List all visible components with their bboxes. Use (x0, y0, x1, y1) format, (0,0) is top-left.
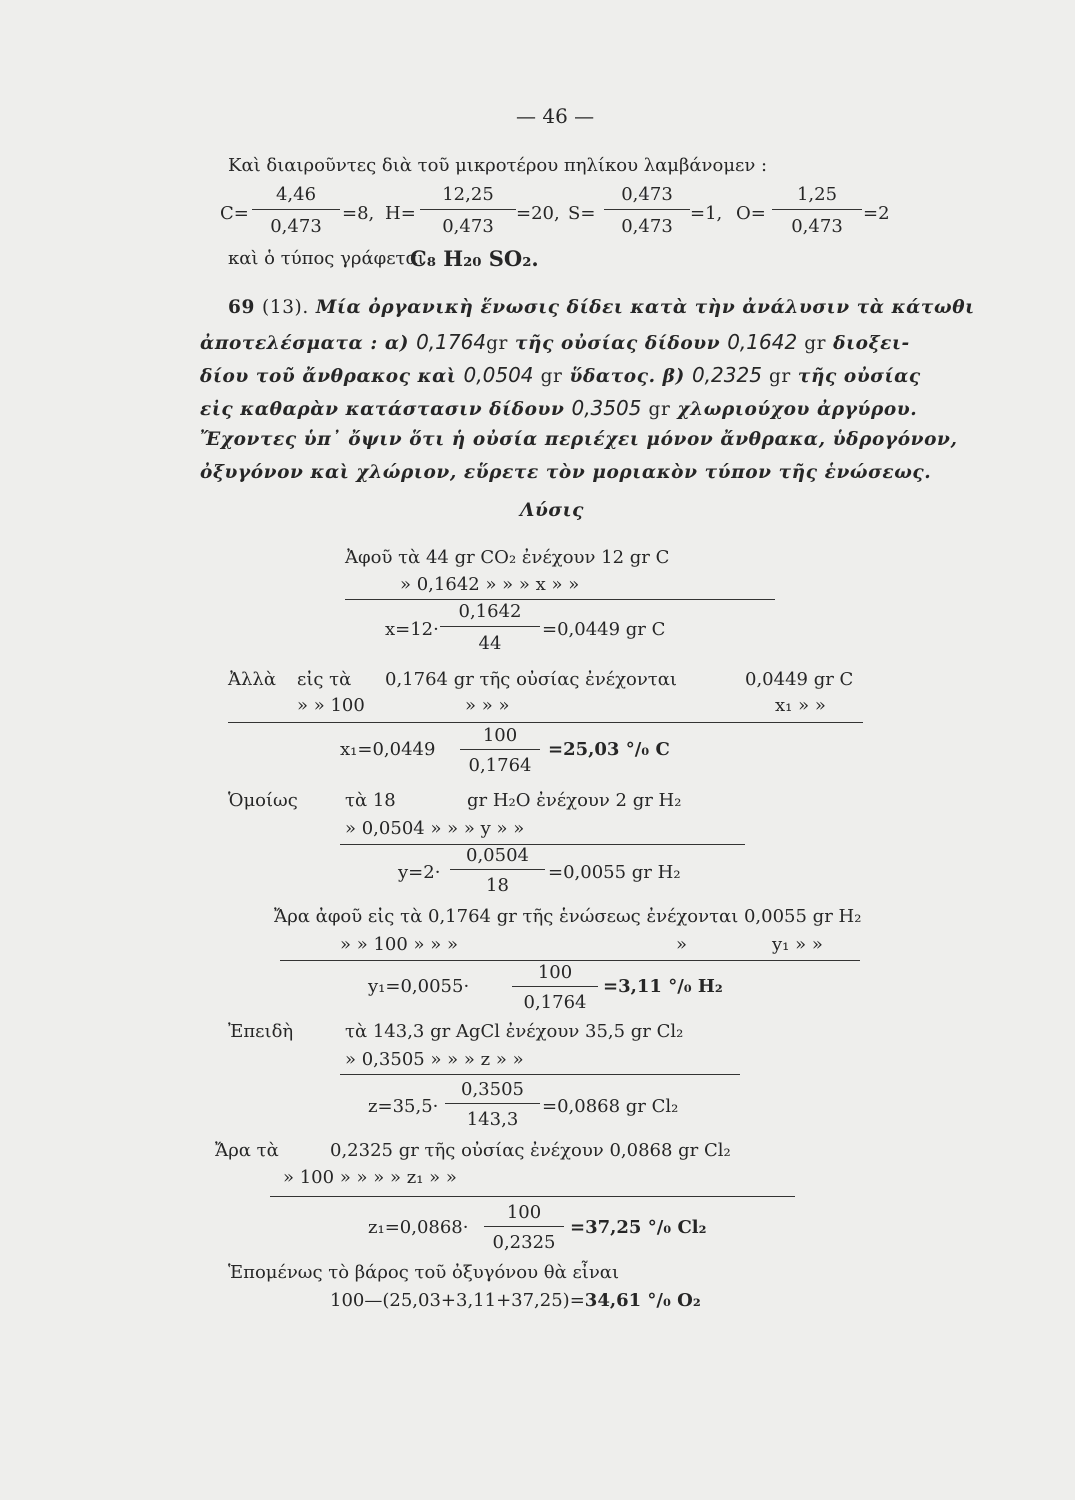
chlorine-pct-row-2: » 100 » » » » z₁ » » (283, 1167, 457, 1188)
hydrogen-pct-row-1a: Ἄρα ἀφοῦ εἰς τὰ (274, 906, 423, 927)
problem-ref: (13). (262, 297, 309, 318)
carbon-pct-row-1b: εἰς τὰ (297, 669, 352, 690)
problem-text-4: εἰς καθαρὰν κατάστασιν δίδουν 0,3505 gr χλωριούχου ἀργύρου. (200, 396, 918, 420)
hydrogen-rule (340, 844, 745, 845)
intro-text: Καὶ διαιροῦντες διὰ τοῦ μικροτέρου πηλίκου λαμβάνομεν : (228, 155, 768, 176)
problem-text-3: δίου τοῦ ἄνθρακος καὶ 0,0504 gr ὕδατος. β) 0,2325 gr τῆς οὐσίας (200, 363, 921, 387)
hydrogen-row-2: » 0,0504 » » » y » » (345, 818, 525, 839)
oxygen-result: 34,61 °/₀ O₂ (584, 1290, 701, 1311)
formula-text: καὶ ὁ τύπος γράφεται (228, 248, 425, 269)
chlorine-row-2: » 0,3505 » » » z » » (345, 1049, 524, 1070)
carbon-pct-row-1a: Ἀλλὰ (228, 669, 276, 690)
carbon-pct-row-1d: 0,0449 gr C (745, 669, 854, 690)
book-page: — 46 — Καὶ διαιροῦντες διὰ τοῦ μικροτέρου πηλίκου λαμβάνομεν : C= 4,46 0,473 =8, H= 12,25 0,473 =20, S= 0,473 0,473 =1, O= 1,25 0,473 =2 καὶ ὁ τύπος γράφεται C₈ H₂₀ SO₂. 69 (13). Μία ὀργανικὴ ἕνωσις δίδει κατὰ τὴν ἀνάλυσιν τὰ κάτωθι ἀποτελέσματα : α) 0,1764gr τῆς οὐσίας δίδουν 0,1642 gr διοξει- δίου τοῦ ἄνθρακος καὶ 0,0504 gr ὕδατος. β) 0,2325 gr τῆς οὐσίας εἰς καθαρὰν κατάστασιν δίδουν 0,3505 gr χλωριούχου ἀργύρου. Ἔχοντες ὑπ᾽ ὄψιν ὅτι ἡ οὐσία περιέχει μόνον ἄνθρακα, ὑδρογόνον, ὀξυγόνον καὶ χλώριον, εὕρετε τὸν μοριακὸν τύπον τῆς ἑνώσεως. Λύσις Ἀφοῦ τὰ 44 gr CO₂ ἐνέχουν 12 gr C » 0,1642 » » » x » » x=12· 0,1642 44 =0,0449 gr C Ἀλλὰ εἰς τὰ 0,1764 gr τῆς οὐσίας ἐνέχονται 0,0449 gr C » » 100 » » » x₁ » » x₁=0,0449 100 0,1764 =25,03 °/₀ C Ὁμοίως τὰ 18 gr H₂O ἐνέχουν 2 gr H₂ » 0,0504 » » » y » » y=2· 0,0504 18 =0,0055 gr H₂ Ἄρα ἀφοῦ εἰς τὰ 0,1764 gr τῆς ἑνώσεως ἐνέχονται 0,0055 gr H₂ » » 100 » » » » y₁ » » y₁=0,0055· 100 0,1764 =3,11 °/₀ H₂ Ἐπειδὴ τὰ 143,3 gr AgCl ἐνέχουν 35,5 gr Cl₂ » 0,3505 » » » z » » z=35,5· 0,3505 143,3 =0,0868 gr Cl₂ Ἄρα τὰ 0,2325 gr τῆς οὐσίας ἐνέχουν 0,0868 gr Cl₂ » 100 » » » » z₁ » » z₁=0,0868· 100 0,2325 =37,25 °/₀ Cl₂ Ἑπομένως τὸ βάρος τοῦ ὀξυγόνου θὰ εἶναι 100—(25,03+3,11+37,25)=34,61 °/₀ O₂ (0, 0, 1075, 1500)
carbon-row-2: » 0,1642 » » » x » » (400, 574, 580, 595)
solution-heading: Λύσις (520, 500, 585, 521)
carbon-pct-rule (228, 722, 863, 723)
chlorine-pct-rule (270, 1196, 795, 1197)
chlorine-pct-row-1b: 0,2325 gr τῆς οὐσίας ἐνέχουν 0,0868 gr Cl₂ (330, 1140, 731, 1161)
carbon-pct-row-1c: 0,1764 gr τῆς οὐσίας ἐνέχονται (385, 669, 677, 690)
chlorine-row-1a: Ἐπειδὴ (228, 1021, 294, 1042)
hydrogen-pct-row-2a: » » 100 » » » (340, 934, 459, 955)
hydrogen-pct-row-1b: 0,1764 gr τῆς ἑνώσεως ἐνέχονται 0,0055 gr H₂ (428, 906, 862, 927)
page-number: — 46 — (516, 104, 595, 128)
hydrogen-pct-row-2c: y₁ » » (772, 934, 823, 955)
hydrogen-result: =3,11 °/₀ H₂ (603, 976, 723, 997)
carbon-row-1: Ἀφοῦ τὰ 44 gr CO₂ ἐνέχουν 12 gr C (345, 547, 670, 568)
carbon-pct-row-2b: » » » (465, 695, 510, 716)
chlorine-row-1b: τὰ 143,3 gr AgCl ἐνέχουν 35,5 gr Cl₂ (345, 1021, 684, 1042)
problem-text-1: 69 (13). Μία ὀργανικὴ ἕνωσις δίδει κατὰ τὴν ἀνάλυσιν τὰ κάτωθι (228, 297, 975, 318)
chlorine-pct-row-1a: Ἄρα τὰ (215, 1140, 279, 1161)
hydrogen-pct-rule (280, 960, 860, 961)
hydrogen-row-1a: Ὁμοίως (228, 790, 298, 811)
problem-number: 69 (228, 297, 255, 318)
carbon-pct-row-2c: x₁ » » (775, 695, 826, 716)
problem-text-2: ἀποτελέσματα : α) 0,1764gr τῆς οὐσίας δίδουν 0,1642 gr διοξει- (200, 330, 910, 354)
hydrogen-row-1b: τὰ 18 (345, 790, 396, 811)
oxygen-equation: 100—(25,03+3,11+37,25)=34,61 °/₀ O₂ (330, 1290, 701, 1311)
chlorine-rule (340, 1074, 740, 1075)
carbon-rule (345, 599, 775, 600)
chlorine-result: =37,25 °/₀ Cl₂ (570, 1217, 707, 1238)
formula: C₈ H₂₀ SO₂. (410, 246, 539, 271)
problem-text-6: ὀξυγόνον καὶ χλώριον, εὕρετε τὸν μοριακὸν τύπον τῆς ἑνώσεως. (200, 462, 932, 483)
carbon-pct-row-2a: » » 100 (297, 695, 365, 716)
hydrogen-pct-row-2b: » (676, 934, 688, 955)
carbon-result: =25,03 °/₀ C (548, 739, 670, 760)
oxygen-text: Ἑπομένως τὸ βάρος τοῦ ὀξυγόνου θὰ εἶναι (228, 1262, 619, 1283)
hydrogen-row-1c: gr H₂O ἐνέχουν 2 gr H₂ (467, 790, 682, 811)
problem-text-5: Ἔχοντες ὑπ᾽ ὄψιν ὅτι ἡ οὐσία περιέχει μόνον ἄνθρακα, ὑδρογόνον, (200, 429, 958, 450)
